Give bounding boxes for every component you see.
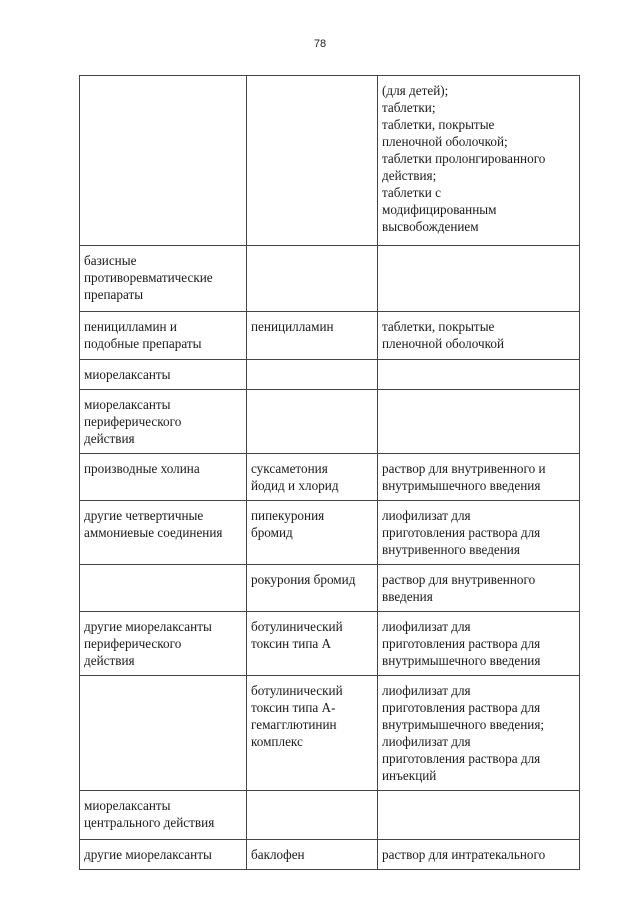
cell-text-line: лиофилизат для — [382, 734, 471, 749]
dosage-form-cell — [378, 840, 580, 870]
cell-text-line: противоревматические — [84, 270, 213, 285]
cell-text-line: ботулинический — [251, 619, 343, 634]
drug-cell — [247, 76, 378, 246]
cell-text-line: пленочной оболочкой — [382, 336, 505, 351]
cell-text-line: гемагглютинин — [251, 717, 337, 732]
group-cell — [80, 76, 247, 246]
cell-text-line: миорелаксанты — [84, 798, 171, 813]
cell-text-line: таблетки, покрытые — [382, 319, 495, 334]
cell-text-line: комплекс — [251, 734, 303, 749]
cell-text-line: таблетки с — [382, 185, 441, 200]
cell-text-line: таблетки пролонгированного — [382, 151, 546, 166]
cell-text-line: раствор для внутривенного и — [382, 461, 546, 476]
cell-text-line: йодид и хлорид — [251, 478, 339, 493]
cell-text-line: другие миорелаксанты — [84, 619, 212, 634]
dosage-form-cell — [378, 676, 580, 791]
cell-text-line: (для детей); — [382, 83, 449, 98]
cell-text-line: аммониевые соединения — [84, 525, 223, 540]
table-row — [80, 791, 580, 840]
cell-text-line: препараты — [84, 287, 144, 302]
cell-text-line: внутримышечного введения; — [382, 717, 545, 732]
drug-cell — [247, 676, 378, 791]
cell-text-line: высвобождением — [382, 219, 479, 234]
table-row — [80, 312, 580, 360]
table-row — [80, 501, 580, 565]
dosage-form-cell — [378, 565, 580, 612]
dosage-form-cell — [378, 76, 580, 246]
dosage-form-cell — [378, 246, 580, 312]
cell-text-line: центрального действия — [84, 815, 215, 830]
cell-text-line: таблетки; — [382, 100, 436, 115]
cell-text-line: лиофилизат для — [382, 619, 471, 634]
cell-text-line: пеницилламин и — [84, 319, 177, 334]
cell-text-line: базисные — [84, 253, 137, 268]
group-cell — [80, 791, 247, 840]
cell-text-line: миорелаксанты — [84, 397, 171, 412]
dosage-form-cell — [378, 360, 580, 390]
cell-text-line: периферического — [84, 636, 182, 651]
cell-text-line: производные холина — [84, 461, 200, 476]
cell-text-line: баклофен — [251, 847, 305, 862]
cell-text-line: лиофилизат для — [382, 508, 471, 523]
cell-text-line: таблетки, покрытые — [382, 117, 495, 132]
table-row — [80, 454, 580, 501]
cell-text-line: миорелаксанты — [84, 367, 171, 382]
drug-cell — [247, 246, 378, 312]
dosage-form-cell — [378, 791, 580, 840]
group-cell — [80, 676, 247, 791]
group-cell — [80, 312, 247, 360]
group-cell — [80, 360, 247, 390]
table-row — [80, 246, 580, 312]
cell-text-line: раствор для внутривенного — [382, 572, 536, 587]
table-row — [80, 565, 580, 612]
group-cell — [80, 246, 247, 312]
dosage-form-cell — [378, 454, 580, 501]
cell-text-line: действия; — [382, 168, 437, 183]
cell-text-line: приготовления раствора для — [382, 700, 541, 715]
cell-text-line: инъекций — [382, 768, 437, 783]
cell-text-line: внутримышечного введения — [382, 478, 541, 493]
cell-text-line: рокурония бромид — [251, 572, 356, 587]
group-cell — [80, 501, 247, 565]
table-row — [80, 390, 580, 454]
cell-text-line: бромид — [251, 525, 293, 540]
cell-text-line: подобные препараты — [84, 336, 202, 351]
group-cell — [80, 612, 247, 676]
dosage-form-cell — [378, 501, 580, 565]
cell-text-line: приготовления раствора для — [382, 751, 541, 766]
table-row — [80, 360, 580, 390]
table-row — [80, 76, 580, 246]
drug-cell — [247, 612, 378, 676]
drug-cell — [247, 840, 378, 870]
drug-cell — [247, 312, 378, 360]
group-cell — [80, 454, 247, 501]
cell-text-line: действия — [84, 653, 135, 668]
cell-text-line: раствор для интратекального — [382, 847, 546, 862]
drug-cell — [247, 501, 378, 565]
cell-text-line: суксаметония — [251, 461, 328, 476]
cell-text-line: введения — [382, 589, 433, 604]
drug-cell — [247, 791, 378, 840]
cell-text-line: лиофилизат для — [382, 683, 471, 698]
dosage-form-cell — [378, 612, 580, 676]
cell-text-line: приготовления раствора для — [382, 636, 541, 651]
cell-text-line: модифицированным — [382, 202, 497, 217]
group-cell — [80, 390, 247, 454]
cell-text-line: ботулинический — [251, 683, 343, 698]
drug-cell — [247, 360, 378, 390]
cell-text-line: периферического — [84, 414, 182, 429]
group-cell — [80, 565, 247, 612]
group-cell — [80, 840, 247, 870]
drug-cell — [247, 565, 378, 612]
drug-cell — [247, 390, 378, 454]
cell-text-line: пипекурония — [251, 508, 325, 523]
cell-text-line: пленочной оболочкой; — [382, 134, 508, 149]
table-row — [80, 840, 580, 870]
cell-text-line: внутримышечного введения — [382, 653, 541, 668]
dosage-form-cell — [378, 390, 580, 454]
table-row — [80, 676, 580, 791]
cell-text-line: действия — [84, 431, 135, 446]
dosage-form-cell — [378, 312, 580, 360]
cell-text-line: приготовления раствора для — [382, 525, 541, 540]
cell-text-line: другие миорелаксанты — [84, 847, 212, 862]
cell-text-line: токсин типа А — [251, 636, 332, 651]
page-number: 78 — [313, 38, 327, 50]
cell-text-line: внутривенного введения — [382, 542, 520, 557]
drug-table — [79, 75, 580, 870]
cell-text-line: токсин типа А- — [251, 700, 336, 715]
table-row — [80, 612, 580, 676]
cell-text-line: пеницилламин — [251, 319, 334, 334]
table-body — [80, 76, 580, 870]
drug-cell — [247, 454, 378, 501]
cell-text-line: другие четвертичные — [84, 508, 204, 523]
